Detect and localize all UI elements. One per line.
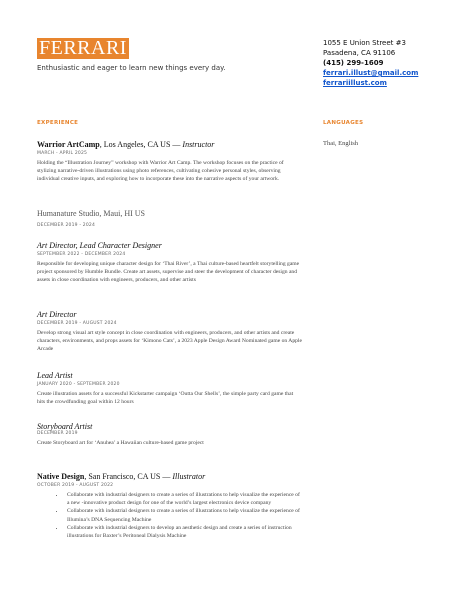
contact-city: Pasadena, CA 91106 — [323, 49, 396, 57]
role-date: DECEMBER 2019 - AUGUST 2024 — [37, 321, 117, 326]
job-native-design — [37, 472, 302, 540]
job-warrior-artcamp — [37, 140, 302, 184]
role-title: Storyboard Artist — [37, 422, 93, 431]
role-storyboard-artist — [37, 422, 302, 447]
job-role: Instructor — [182, 140, 215, 149]
role-description: Create Storyboard art for ‘Anuhea’ a Hawaiian culture-based game project — [37, 440, 204, 446]
tagline: Enthusiastic and eager to learn new things every day. — [37, 64, 226, 72]
job-location: , Los Angeles, CA US — — [99, 140, 183, 149]
job-org: Warrior ArtCamp — [37, 140, 100, 149]
job-role: Illustrator — [172, 472, 206, 481]
list-item: • Collaborate with industrial designers to create a series of illustrations to help visualize the experience of a new -innovative product design for one of the world’s largest electronics device company — [65, 491, 302, 507]
role-art-director-lead — [37, 241, 302, 285]
contact-block — [323, 38, 418, 88]
role-description: Create illustration assets for a successful Kickstarter campaign ‘Outta Our Shells’, the simple party card game that hits the crowdfunding goal within 12 hours — [37, 391, 294, 406]
list-item: • Collaborate with industrial designers to create a series of illustrations to help visualize the experience of Illumina’s DNA Sequencing Machine — [65, 507, 302, 523]
experience-heading: EXPERIENCE — [37, 120, 79, 126]
contact-phone: (415) 299-1609 — [323, 59, 384, 67]
role-title: Art Director, Lead Character Designer — [37, 241, 162, 250]
role-art-director — [37, 310, 302, 354]
job-date: OCTOBER 2019 - AUGUST 2022 — [37, 483, 114, 488]
job-humanature — [37, 209, 302, 228]
job-description: Holding the “Illustration Journey” workshop with Warrior Art Camp. The workshop focuses on the practice of stylizing narrative-driven illustrations using photo references, cultivating cohesive personal styles, observing individual creative inputs, and exploring how to incorporate these into the narrative aspects of your artwork. — [37, 160, 284, 183]
job-org: Native Design — [37, 472, 85, 481]
job-title — [37, 472, 302, 481]
role-date: DECEMBER 2019 — [37, 431, 78, 436]
job-bullet-list — [37, 491, 302, 540]
logo: FERRARI — [39, 37, 127, 59]
job-location: , San Francisco, CA US — — [84, 472, 173, 481]
role-date: SEPTEMBER 2022 - DECEMBER 2024 — [37, 252, 126, 257]
role-title: Art Director — [37, 310, 77, 319]
job-title — [37, 140, 302, 149]
job-title: Humanature Studio, Maui, HI US — [37, 209, 145, 218]
job-date: MARCH - APRIL 2025 — [37, 151, 88, 156]
contact-street: 1055 E Union Street #3 — [323, 39, 406, 47]
languages-heading: LANGUAGES — [323, 120, 364, 126]
role-date: JANUARY 2020 - SEPTEMBER 2020 — [37, 382, 120, 387]
contact-email-link[interactable]: ferrari.illust@gmail.com — [323, 69, 419, 77]
role-description: Responsible for developing unique character design for ‘Thai River’, a Thai culture-based heartfelt storytelling game project sponsored by Humble Bundle. Create art assets, supervise and steer the development of character design and assets in close coordination with engineers, producers, and other artists — [37, 261, 300, 284]
role-lead-artist — [37, 371, 302, 406]
job-date: DECEMBER 2019 - 2024 — [37, 223, 96, 228]
role-description: Develop strong visual art style concept in close coordination with engineers, producers, and other artists and create characters, environments, and props assets for ‘Kimono Cats’, a 2023 Apple Design Award Nominated game on Apple Arcade — [37, 330, 302, 353]
role-title: Lead Artist — [37, 371, 73, 380]
list-item: • Collaborate with industrial designers to develop an aesthetic design and create a series of instruction illustrations for Baxter’s Peritoneal Dialysis Machine — [65, 524, 302, 540]
contact-website-link[interactable]: ferrariillust.com — [323, 79, 387, 87]
languages-text: Thai, English — [323, 140, 359, 147]
